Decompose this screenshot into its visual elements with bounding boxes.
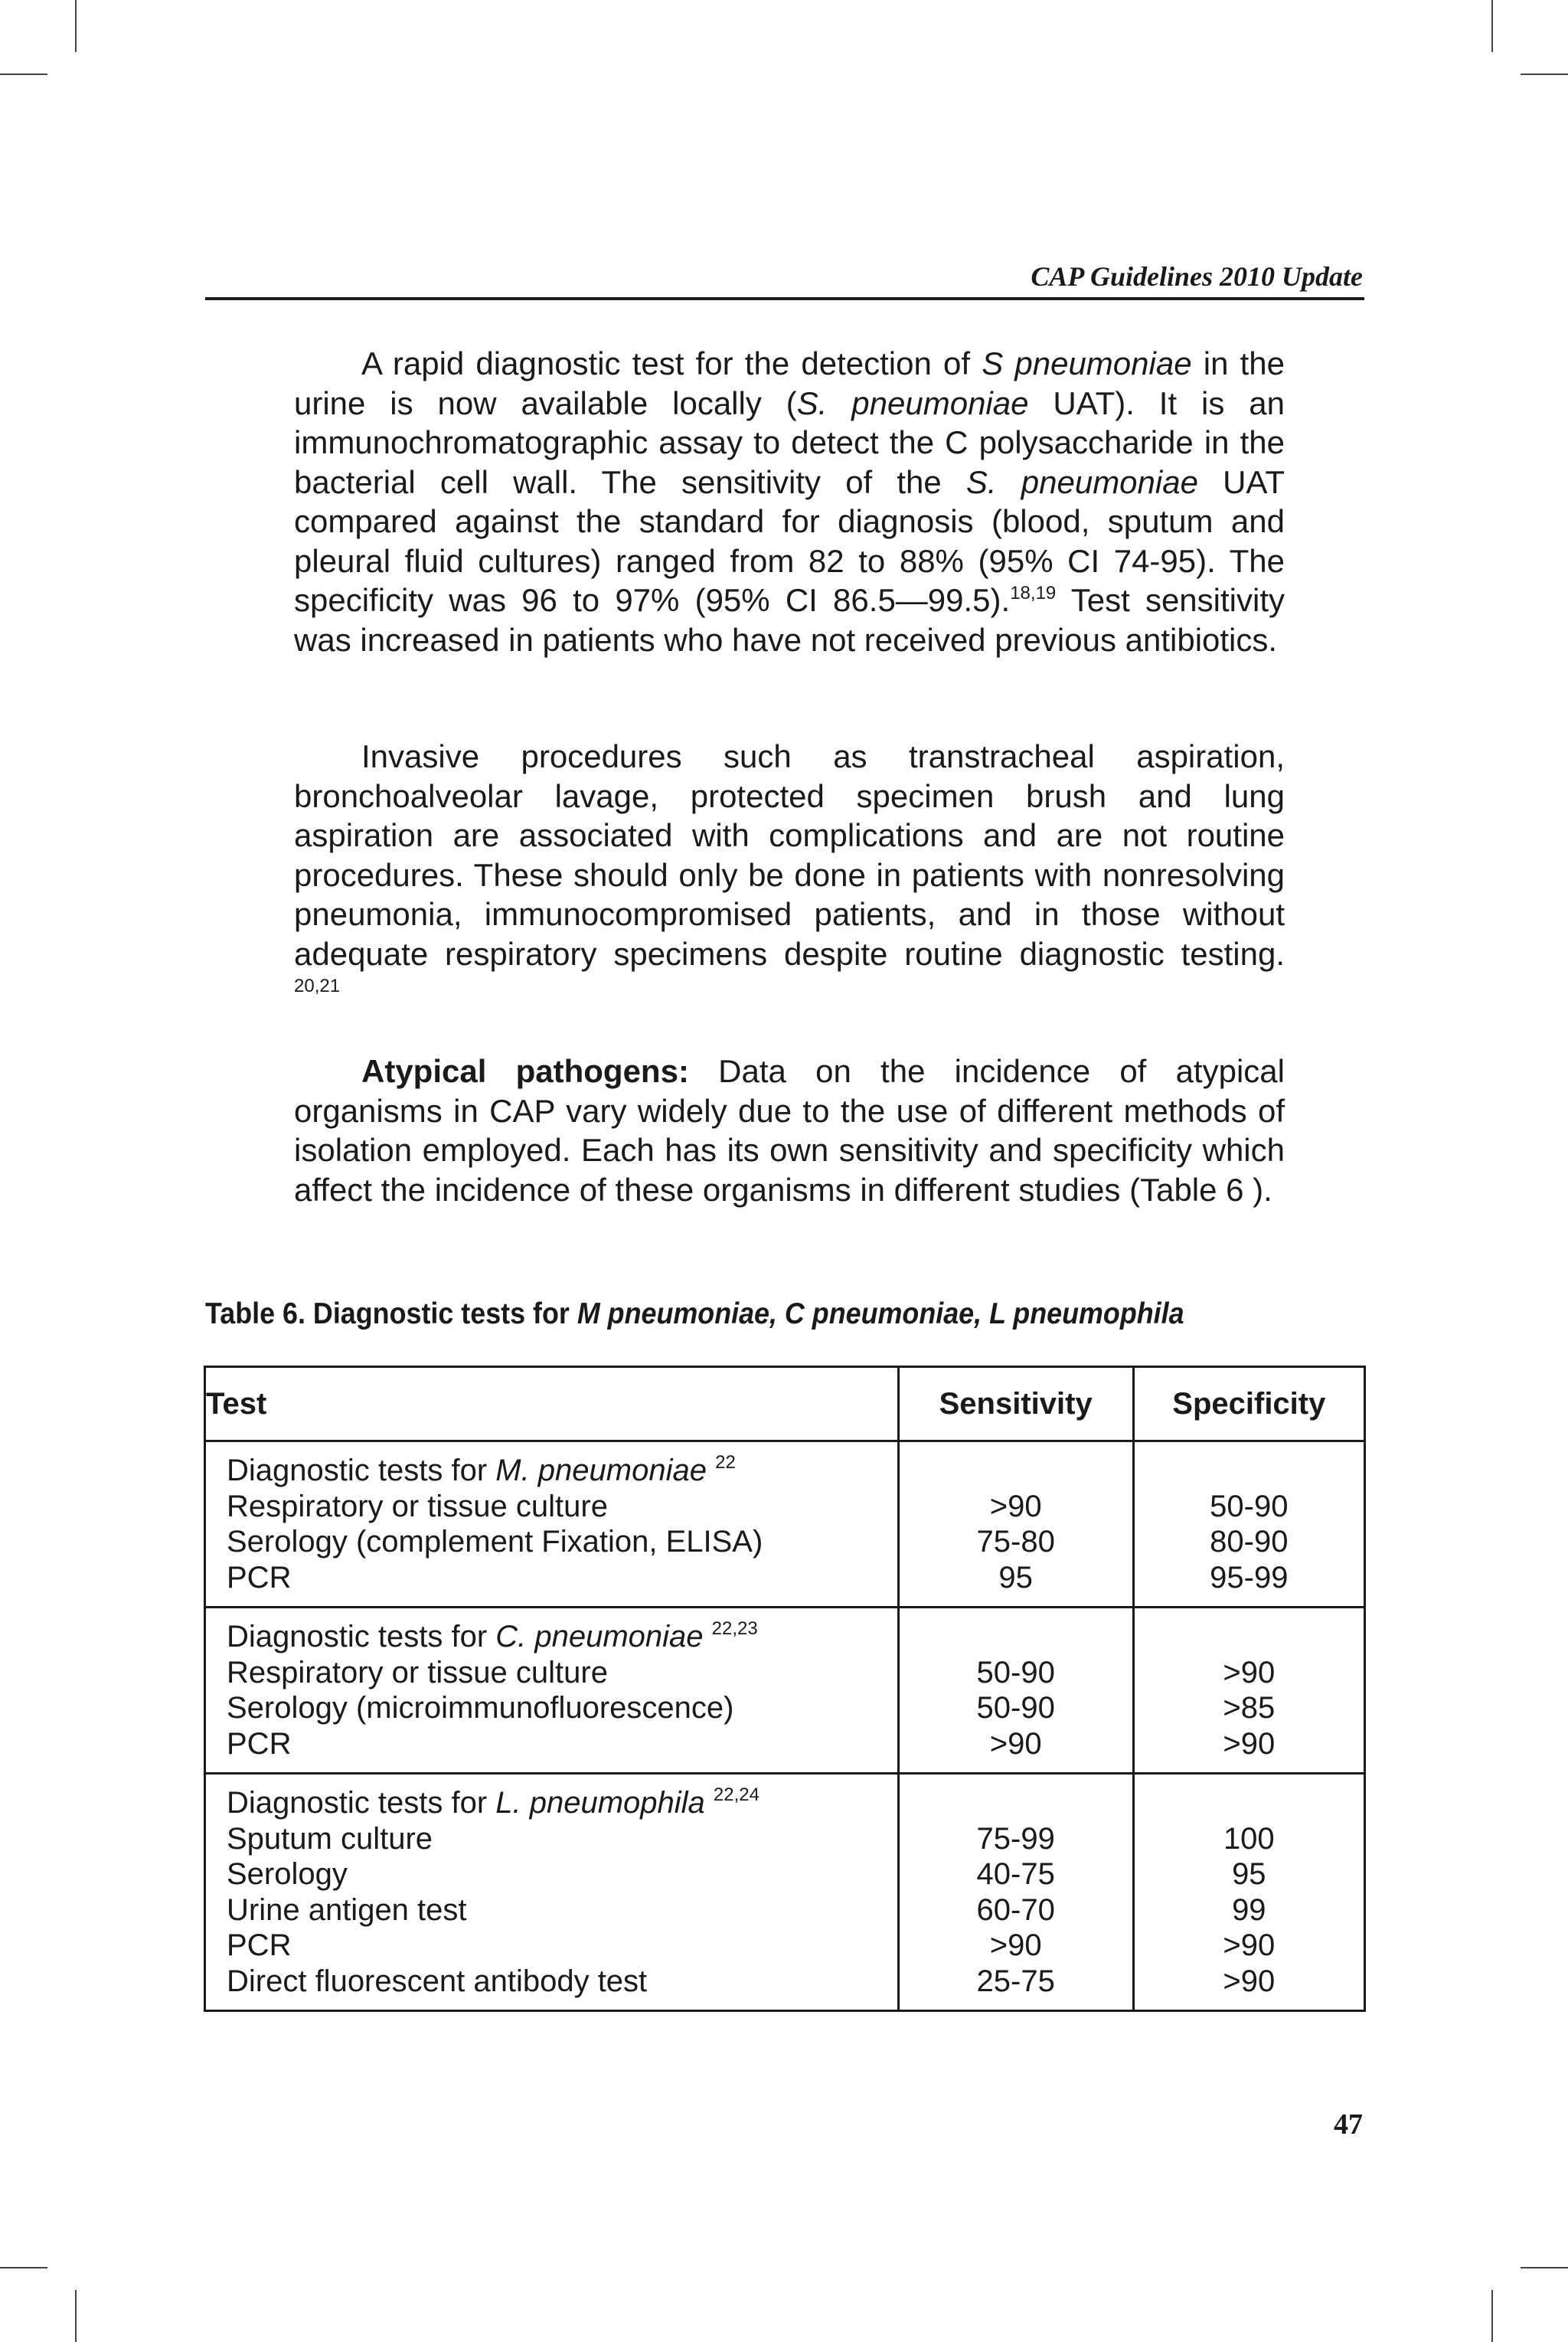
test-name: Serology xyxy=(227,1857,348,1891)
specificity-value: 50-90 xyxy=(1210,1489,1289,1523)
para1-text-1: A rapid diagnostic test for the detection of xyxy=(361,345,982,381)
sensitivity-value: >90 xyxy=(989,1726,1042,1761)
header-test: Test xyxy=(205,1367,899,1441)
sensitivity-value: 25-75 xyxy=(976,1964,1055,1998)
para1-organism-2: S. pneumoniae xyxy=(796,384,1029,421)
group-reference: 22 xyxy=(715,1452,736,1473)
crop-mark-top-right xyxy=(1491,0,1493,52)
specificity-value: 95 xyxy=(1232,1857,1266,1891)
specificity-value: 80-90 xyxy=(1210,1525,1289,1559)
group-specificity-cell xyxy=(1133,1441,1364,1608)
group-title: Diagnostic tests for M. pneumoniae $^{22}$ xyxy=(227,1452,736,1487)
crop-mark-top-left xyxy=(75,0,77,52)
header-specificity: Specificity xyxy=(1133,1367,1364,1441)
group-tests-cell xyxy=(205,1441,899,1608)
test-name: Serology (microimmunofluorescence) xyxy=(227,1691,734,1725)
group-specificity-cell xyxy=(1133,1608,1364,1774)
test-name: PCR xyxy=(227,1726,292,1761)
para1-organism-3: S. pneumoniae xyxy=(965,463,1198,500)
table-header-row xyxy=(205,1367,1365,1441)
paragraph-atypical-pathogens xyxy=(294,1052,1285,1209)
crop-mark-bottom-right xyxy=(1491,2290,1493,2342)
group-title: Diagnostic tests for C. pneumoniae $^{22,23}$ xyxy=(227,1618,758,1653)
para3-text: Data on the incidence of atypical organisms in CAP vary widely due to the use of different methods of isolation employed. Each has its own sensitivity and specificity which affect the incidence of these organisms in different studies (Table 6 ). xyxy=(294,1053,1285,1208)
specificity-value: >90 xyxy=(1223,1928,1276,1962)
crop-mark-bottom-left xyxy=(75,2290,77,2342)
para1-reference: 18,19 xyxy=(1010,583,1057,603)
group-tests-cell xyxy=(205,1608,899,1774)
group-sensitivity-cell xyxy=(898,1608,1133,1774)
paragraph-rapid-test xyxy=(294,344,1285,659)
group-reference: 22,23 xyxy=(711,1618,758,1639)
group-organism: L. pneumophila xyxy=(495,1786,705,1820)
crop-mark-right-bottom xyxy=(1521,2267,1568,2268)
test-name: Respiratory or tissue culture xyxy=(227,1489,608,1523)
test-name: PCR xyxy=(227,1560,292,1595)
sensitivity-value: 50-90 xyxy=(976,1691,1055,1725)
specificity-value: >90 xyxy=(1223,1726,1276,1761)
para1-organism-1: S pneumoniae xyxy=(982,345,1192,381)
crop-mark-right-top xyxy=(1521,74,1568,75)
group-organism: C. pneumoniae xyxy=(495,1620,704,1653)
group-specificity-cell xyxy=(1133,1774,1364,2011)
sensitivity-value: 75-99 xyxy=(976,1821,1055,1856)
table-group-c-pneumoniae xyxy=(205,1608,1365,1774)
test-name: Direct fluorescent antibody test xyxy=(227,1964,648,1998)
para3-lead: Atypical pathogens: xyxy=(361,1053,689,1089)
group-reference: 22,24 xyxy=(713,1784,760,1805)
running-head: CAP Guidelines 2010 Update xyxy=(1031,261,1363,292)
specificity-value: >85 xyxy=(1223,1691,1276,1725)
table-caption-organisms: M pneumoniae, C pneumoniae, L pneumophila xyxy=(577,1297,1184,1330)
specificity-value: 99 xyxy=(1232,1892,1266,1927)
group-sensitivity-cell xyxy=(898,1441,1133,1608)
page-number: 47 xyxy=(1334,2108,1363,2141)
test-name: Respiratory or tissue culture xyxy=(227,1655,608,1689)
test-name: Serology (complement Fixation, ELISA) xyxy=(227,1525,763,1559)
para2-text: Invasive procedures such as transtracheal aspiration, bronchoalveolar lavage, protected specimen brush and lung aspiration are associated with complications and are not routine procedures. These should only be done in patients with nonresolving pneumonia, immunocompromised patients, and in those without adequate respiratory specimens despite routine diagnostic testing. xyxy=(294,738,1285,972)
test-name: Sputum culture xyxy=(227,1821,433,1856)
header-rule xyxy=(205,297,1364,300)
header-sensitivity: Sensitivity xyxy=(898,1367,1133,1441)
table-caption xyxy=(205,1297,1290,1331)
sensitivity-value: >90 xyxy=(989,1489,1042,1523)
sensitivity-value: 50-90 xyxy=(976,1655,1055,1689)
group-tests-cell xyxy=(205,1774,899,2011)
test-name: Urine antigen test xyxy=(227,1892,467,1927)
table-group-l-pneumophila xyxy=(205,1774,1365,2011)
sensitivity-value: 75-80 xyxy=(976,1525,1055,1559)
sensitivity-value: 95 xyxy=(998,1560,1033,1595)
paragraph-invasive-procedures xyxy=(294,737,1285,1013)
group-title: Diagnostic tests for L. pneumophila $^{22,24}$ xyxy=(227,1784,760,1820)
crop-mark-left-bottom xyxy=(0,2267,47,2268)
sensitivity-value: >90 xyxy=(989,1928,1042,1962)
test-name: PCR xyxy=(227,1928,292,1962)
para1-text-3: UAT). It is an immunochromatographic assay to detect the C polysaccharide in the bacterial cell wall. The sensitivity of the xyxy=(294,384,1285,500)
specificity-value: >90 xyxy=(1223,1655,1276,1689)
specificity-value: >90 xyxy=(1223,1964,1276,1998)
sensitivity-value: 60-70 xyxy=(976,1892,1055,1927)
diagnostic-tests-table xyxy=(204,1366,1366,2012)
group-sensitivity-cell xyxy=(898,1774,1133,2011)
crop-mark-left-top xyxy=(0,74,47,75)
table-caption-prefix: Table 6. Diagnostic tests for xyxy=(205,1297,577,1330)
table-group-m-pneumoniae xyxy=(205,1441,1365,1608)
sensitivity-value: 40-75 xyxy=(976,1857,1055,1891)
group-organism: M. pneumoniae xyxy=(495,1454,707,1487)
specificity-value: 95-99 xyxy=(1210,1560,1289,1595)
para1-text-4: UAT compared against the standard for diagnosis (blood, sputum and pleural fluid cultures) ranged from 82 to 88% (95% CI 74-95). The specificity was 96 to 97% (95% CI 86.5—99.5). xyxy=(294,463,1285,618)
para1-text-5: Test sensitivity was increased in patients who have not received previous antibiotics. xyxy=(294,582,1285,658)
specificity-value: 100 xyxy=(1223,1821,1275,1856)
para1-text-2: in the urine is now available locally ( xyxy=(294,345,1285,421)
para2-reference: 20,21 xyxy=(294,976,341,996)
